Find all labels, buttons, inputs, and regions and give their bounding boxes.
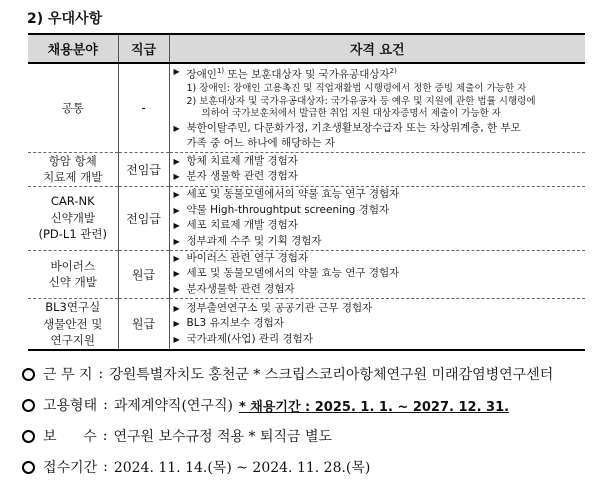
qual-item: ▶ 세포 및 동물모델에서의 약물 효능 연구 경험자 (174, 266, 586, 282)
table-row-virus (28, 250, 585, 298)
qual-item: ▶ 북한이탈주민, 다문화가정, 기초생활보장수급자 또는 차상위계층, 한 부모 (174, 121, 586, 137)
info-value: 연구원 보수규정 적용 * 퇴직금 별도 (113, 429, 333, 445)
field-bl3: BL3연구실 생물안전 및 연구지원 (28, 298, 118, 350)
info-value: 2024. 11. 14.(목) ~ 2024. 11. 28.(목) (113, 460, 371, 476)
triangle-bullet-icon: ▶ (173, 67, 180, 76)
triangle-bullet-icon: ▶ (173, 221, 180, 230)
triangle-bullet-icon: ▶ (173, 334, 180, 344)
qual-sub-note: 2) 보훈대상자 및 국가유공대상자: 국가유공자 등 예우 및 지원에 관한 법률 시행령에 (186, 95, 536, 107)
header-level: 직급 (118, 34, 169, 63)
qual-sub-note: 의하여 국가보훈처에서 발급한 취업 지원 대상자증명서 제출이 가능한 자 (201, 108, 501, 119)
quals-carnk (169, 186, 585, 250)
level-carnk: 전임급 (118, 186, 169, 250)
qual-item: ▶ 바이러스 관련 연구 경험자 (174, 251, 586, 267)
table-row-bl3 (28, 298, 585, 350)
info-label: 접수기간 (43, 460, 98, 476)
quals-bl3 (169, 298, 585, 350)
qual-sub-note: 1) 장애인: 장애인 고용촉진 및 직업재활법 시행령에서 정한 증빙 제출이 가능한 자 (186, 83, 527, 94)
employment-period: * 채용기간 : 2025. 1. 1. ~ 2027. 12. 31. (238, 399, 510, 415)
info-label: 근 무 지 (43, 367, 93, 383)
circle-bullet-icon (22, 430, 35, 443)
qual-item: ▶ 세포 및 동물모델에서의 약물 효능 연구 경험자 (174, 187, 586, 203)
triangle-bullet-icon: ▶ (173, 123, 180, 133)
info-employment: 고용형태 : 과제계약직(연구직) * 채용기간 : 2025. 1. 1. ~ 2027. 12. 31. (22, 395, 592, 415)
triangle-bullet-icon: ▶ (173, 269, 180, 279)
triangle-bullet-icon: ▶ (173, 253, 180, 263)
qual-item: ▶ 정부출연연구소 및 공공기관 근무 경험자 (174, 301, 586, 317)
level-anticancer: 전임급 (118, 152, 169, 186)
qual-item: ▶ 약물 High-throughtput screening 경험자 (174, 203, 586, 219)
triangle-bullet-icon: ▶ (173, 303, 180, 313)
field-virus: 바이러스 신약 개발 (28, 250, 118, 298)
header-qualifications: 자격 요건 (169, 34, 585, 63)
qual-item: ▶ BL3 유지보수 경험자 (174, 316, 586, 332)
info-value: 강원특별자치도 홍천군 * 스크립스코리아항체연구원 미래감염병연구센터 (109, 367, 554, 383)
qual-item: ▶ 세포 치료제 개발 경험자 (174, 218, 586, 234)
qual-item: ▶ 분자생물학 관련 경험자 (174, 282, 586, 298)
preference-table (28, 33, 585, 351)
info-salary: 보 수 : 연구원 보수규정 적용 * 퇴직금 별도 (22, 426, 592, 446)
qual-continuation: 가족 중 어느 하나에 해당하는 자 (186, 137, 336, 149)
triangle-bullet-icon: ▶ (173, 190, 180, 199)
info-label: 고용형태 (43, 398, 98, 414)
level-virus: 원급 (118, 250, 169, 298)
field-anticancer: 항암 항체 치료제 개발 (28, 152, 118, 186)
triangle-bullet-icon: ▶ (173, 156, 180, 166)
table-row-common (28, 63, 585, 152)
level-bl3: 원급 (118, 298, 169, 350)
field-common: 공통 (28, 63, 118, 152)
triangle-bullet-icon: ▶ (173, 236, 180, 246)
info-location: 근 무 지 : 강원특별자치도 홍천군 * 스크립스코리아항체연구원 미래감염병연구센터 (22, 364, 592, 384)
circle-bullet-icon (22, 461, 35, 474)
triangle-bullet-icon: ▶ (173, 319, 180, 328)
qual-item: ▶ 장애인$^{1)}$ 또는 보훈대상자 및 국가유공대상자$^{2)}$ (174, 64, 586, 83)
table-row-carnk (28, 186, 585, 250)
field-carnk: CAR-NK 신약개발 (PD-L1 관련) (28, 186, 118, 250)
info-application: 접수기간 : 2024. 11. 14.(목) ~ 2024. 11. 28.(목) (22, 457, 592, 477)
circle-bullet-icon (22, 399, 35, 412)
triangle-bullet-icon: ▶ (173, 205, 180, 215)
info-value: 과제계약직(연구직) (113, 398, 233, 414)
qual-item: ▶ 항체 치료제 개발 경험자 (174, 154, 586, 170)
level-common: - (118, 63, 169, 152)
qual-item: ▶ 분자 생물학 관련 경험자 (174, 169, 586, 185)
section-title: 2) 우대사항 (27, 11, 103, 27)
info-label: 보 수 (43, 429, 97, 445)
table-header-row (28, 34, 585, 63)
quals-common (169, 63, 585, 152)
triangle-bullet-icon: ▶ (173, 284, 180, 294)
quals-anticancer (169, 152, 585, 186)
header-field: 채용분야 (28, 34, 118, 63)
qual-item: ▶ 국가과제(사업) 관리 경험자 (174, 332, 586, 348)
table-row-anticancer (28, 152, 585, 186)
circle-bullet-icon (22, 368, 35, 381)
triangle-bullet-icon: ▶ (173, 172, 180, 181)
quals-virus (169, 250, 585, 298)
qual-item: ▶ 정부과제 수주 및 기획 경험자 (174, 234, 586, 250)
